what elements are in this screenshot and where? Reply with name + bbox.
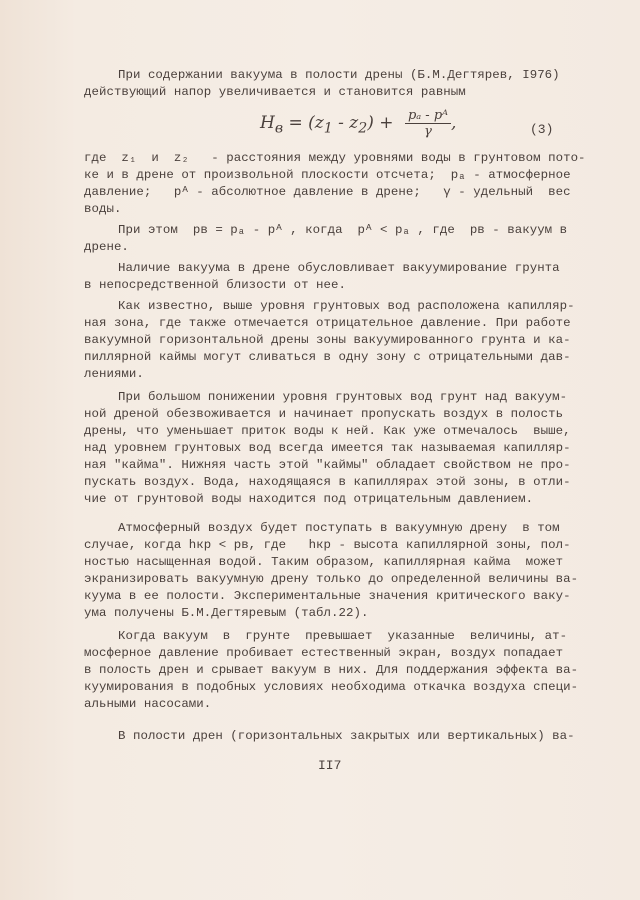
- formula-part: = (z: [283, 113, 324, 133]
- text-line: давление; pᴬ - абсолютное давление в дрене; γ - удельный вес: [84, 185, 571, 199]
- text-line: При этом pв = pₐ - pᴬ , когда pᴬ < pₐ , где pв - вакуум в: [118, 223, 568, 237]
- formula-part: ) +: [367, 113, 399, 133]
- text-line: ке и в дрене от произвольной плоскости отсчета; pₐ - атмосферное: [84, 168, 571, 182]
- formula-part: ,: [451, 113, 457, 133]
- equation-number: (3): [530, 122, 554, 137]
- formula-part: - z: [332, 113, 359, 133]
- text-line: в полость дрен и срывает вакуум в них. Для поддержания эффекта ва-: [84, 663, 579, 677]
- text-line: где z₁ и z₂ - расстояния между уровнями воды в грунтовом пото-: [84, 151, 586, 165]
- page-number: II7: [318, 758, 342, 773]
- text-line: в непосредственной близости от нее.: [84, 278, 346, 292]
- text-line: Атмосферный воздух будет поступать в вакуумную дрену в том: [118, 521, 560, 535]
- text-line: случае, когда hкр < pв, где hкр - высота капиллярной зоны, пол-: [84, 538, 571, 552]
- text-line: пускать воздух. Вода, находящаяся в капиллярах этой зоны, в отли-: [84, 475, 571, 489]
- text-line: ная зона, где также отмечается отрицательное давление. При работе: [84, 316, 571, 330]
- text-line: дрены, что уменьшает приток воды к ней. Как уже отмечалось выше,: [84, 424, 571, 438]
- text-line: пиллярной каймы могут сливаться в одну зону с отрицательными дав-: [84, 350, 571, 364]
- text-line: Наличие вакуума в дрене обусловливает вакуумирование грунта: [118, 261, 560, 275]
- text-line: действующий напор увеличивается и становится равным: [84, 85, 466, 99]
- text-line: куумирования в подобных условиях необходима откачка воздуха специ-: [84, 680, 579, 694]
- formula-lhs: H: [260, 113, 275, 133]
- fraction-numerator: pₐ - pᴬ: [405, 108, 451, 124]
- text-line: ума получены Б.М.Дегтяревым (табл.22).: [84, 606, 369, 620]
- text-line: Когда вакуум в грунте превышает указанные величины, ат-: [118, 629, 568, 643]
- text-line: чие от грунтовой воды находится под отрицательным давлением.: [84, 492, 534, 506]
- formula-lhs-sub: в: [274, 120, 284, 137]
- formula-sub: 1: [323, 120, 333, 137]
- text-line: воды.: [84, 202, 122, 216]
- formula-sub: 2: [358, 120, 368, 137]
- formula-3: [260, 108, 456, 139]
- text-line: ной дреной обезвоживается и начинает пропускать воздух в полость: [84, 407, 564, 421]
- text-line: экранизировать вакуумную дрену только до определенной величины ва-: [84, 572, 579, 586]
- text-line: ная "кайма". Нижняя часть этой "каймы" обладает свойством не про-: [84, 458, 571, 472]
- text-line: Как известно, выше уровня грунтовых вод расположена капилляр-: [118, 299, 575, 313]
- text-line: мосферное давление пробивает естественный экран, воздух попадает: [84, 646, 564, 660]
- text-line: ностью насыщенная водой. Таким образом, капиллярная кайма может: [84, 555, 564, 569]
- text-line: дрене.: [84, 240, 129, 254]
- fraction-denominator: γ: [424, 124, 432, 139]
- formula-fraction: [405, 108, 451, 139]
- text-line: В полости дрен (горизонтальных закрытых или вертикальных) ва-: [118, 729, 575, 743]
- text-line: При большом понижении уровня грунтовых вод грунт над вакуум-: [118, 390, 568, 404]
- text-line: При содержании вакуума в полости дрены (Б.М.Дегтярев, I976): [118, 68, 560, 82]
- text-line: альными насосами.: [84, 697, 212, 711]
- text-line: вакуумной горизонтальной дрены зоны вакуумированного грунта и ка-: [84, 333, 571, 347]
- text-line: над уровнем грунтовых вод всегда имеется так называемая капилляр-: [84, 441, 571, 455]
- text-line: лениями.: [84, 367, 144, 381]
- text-line: куума в ее полости. Экспериментальные значения критического ваку-: [84, 589, 571, 603]
